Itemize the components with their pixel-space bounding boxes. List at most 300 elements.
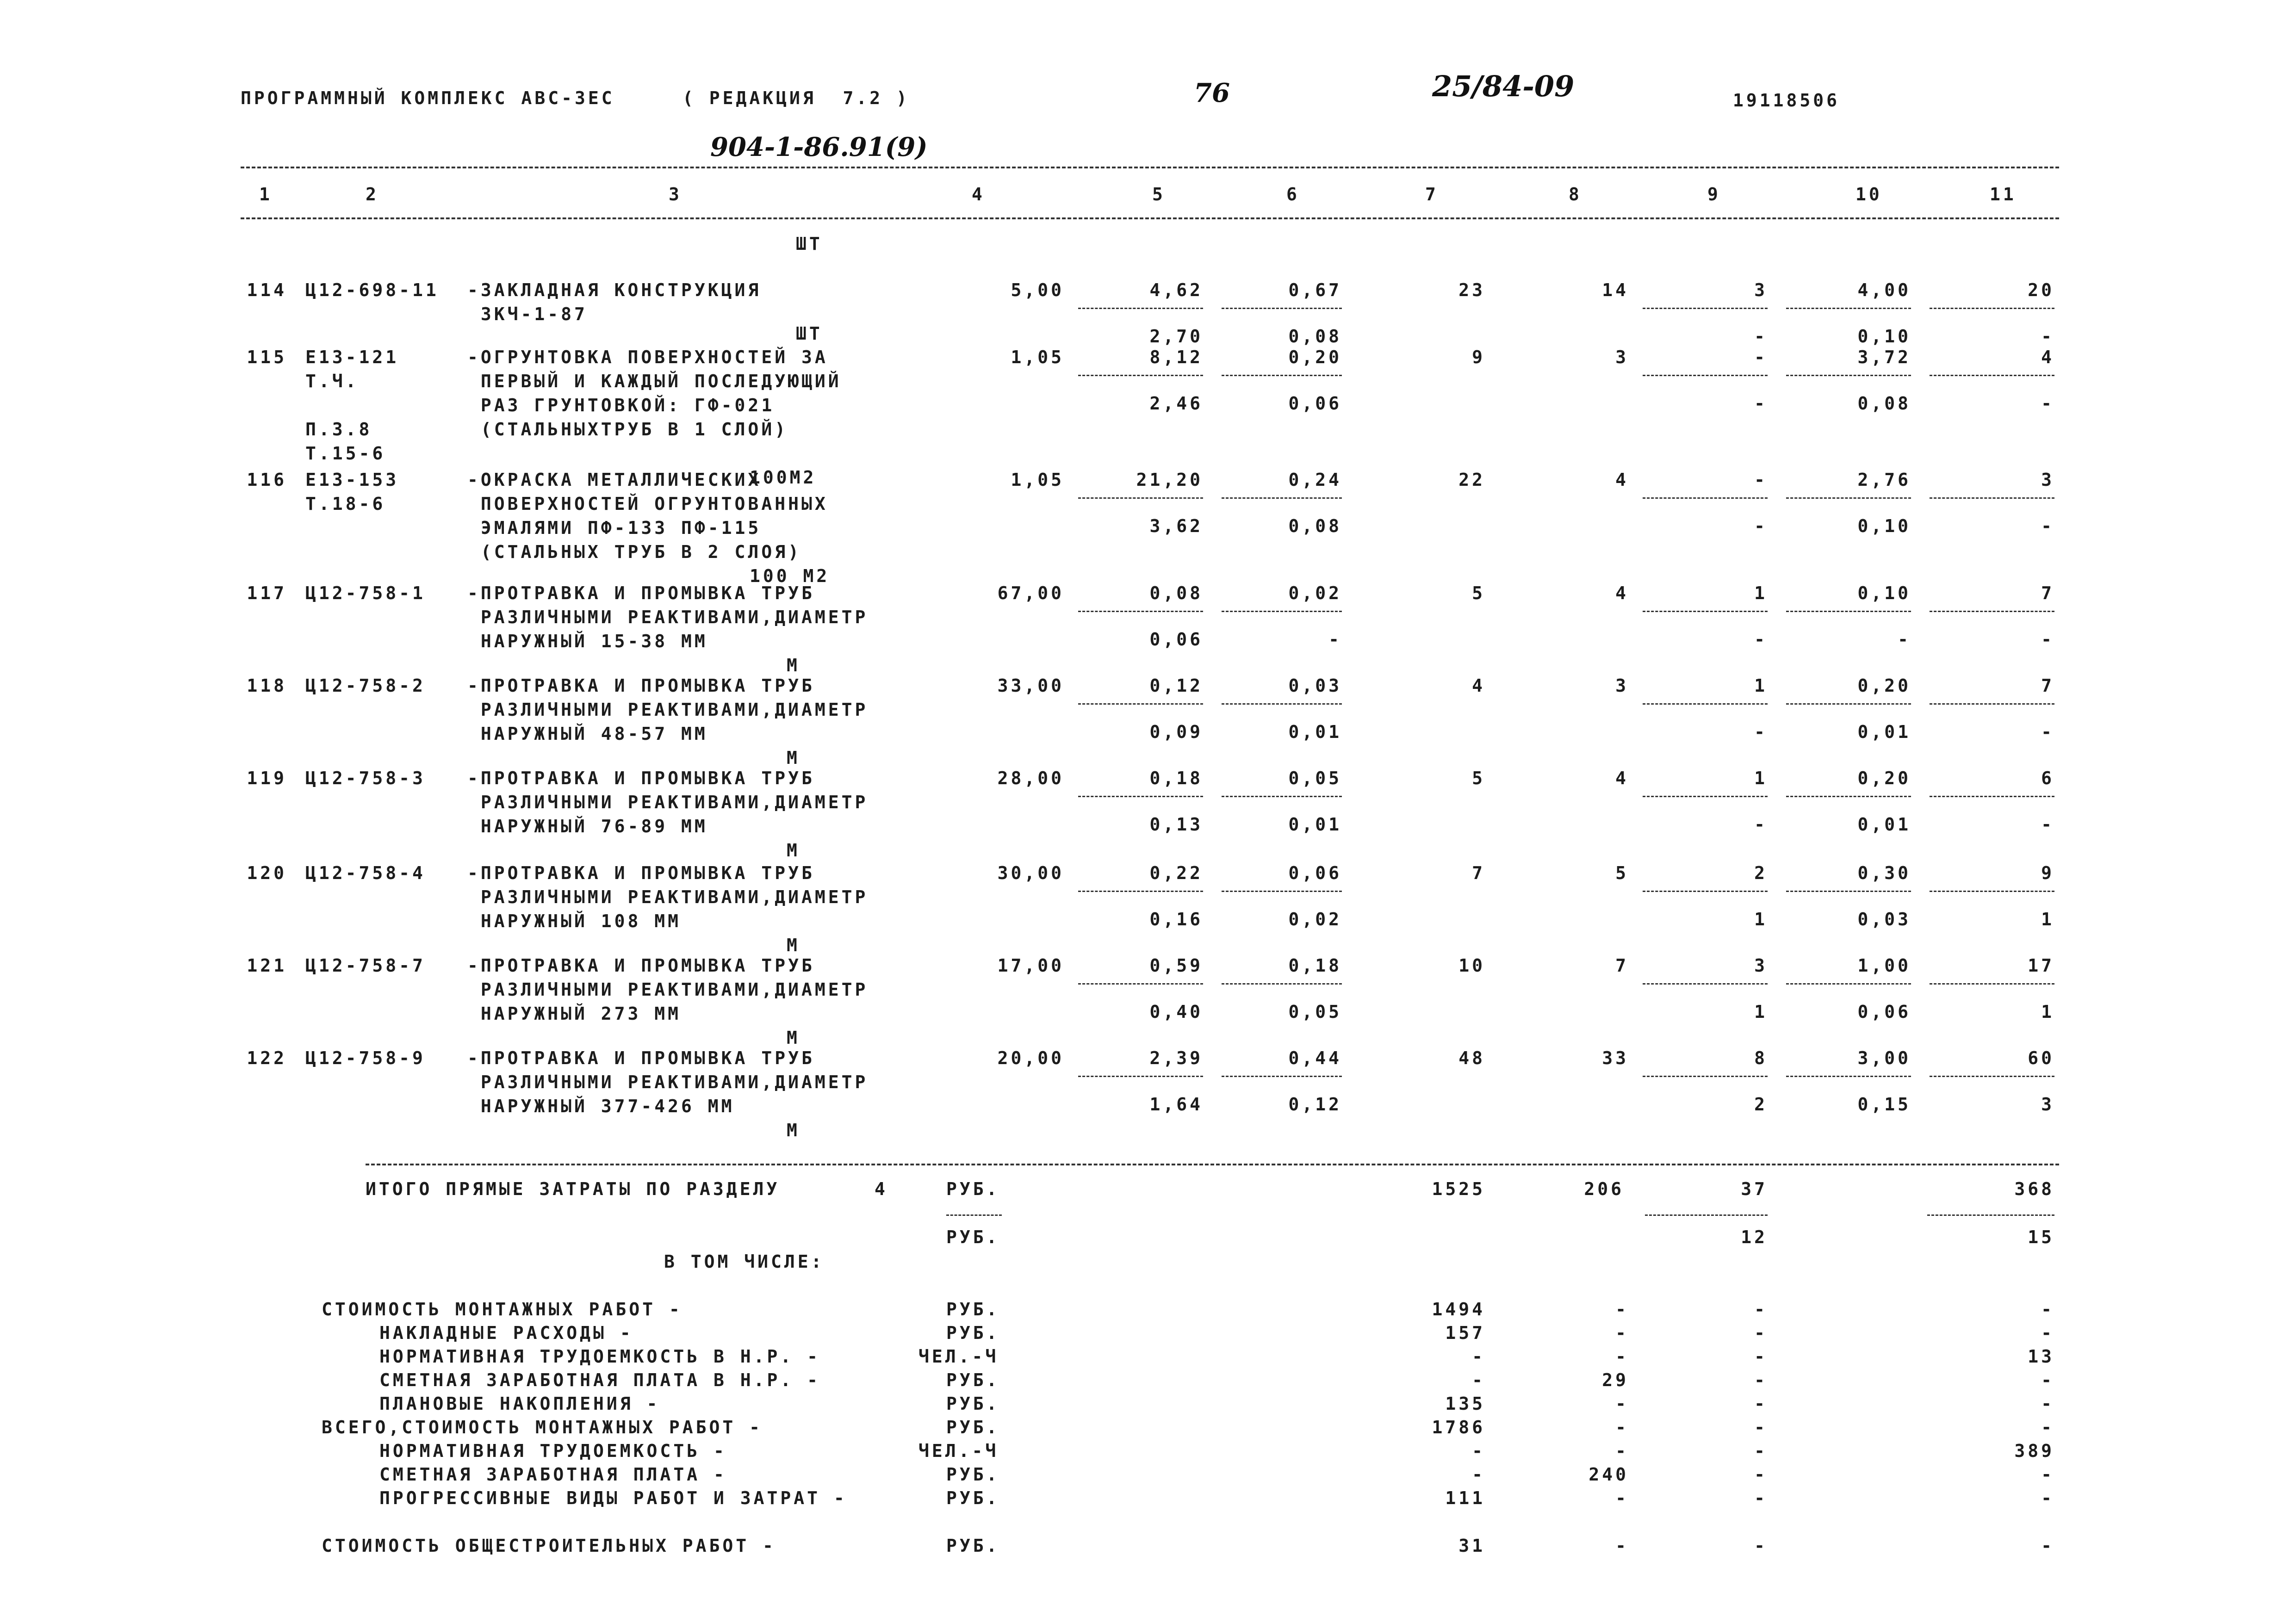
- row-code-extra: Т.18-6: [305, 494, 386, 514]
- row-col9-a: 3: [1754, 955, 1768, 976]
- row-code: Ц12-758-4: [305, 863, 426, 883]
- row-description-line: НАРУЖНЫЙ 76-89 ММ: [467, 816, 708, 836]
- row-col11-b: -: [2041, 629, 2054, 650]
- row-col5-a: 0,08: [1149, 583, 1203, 603]
- row-number: 116: [247, 470, 287, 490]
- summary-col9: -: [1754, 1370, 1768, 1390]
- summary-unit: РУБ.: [946, 1299, 1000, 1319]
- row-col5-a: 4,62: [1149, 280, 1203, 300]
- summary-col9: -: [1754, 1417, 1768, 1437]
- row-col6-a: 0,03: [1288, 675, 1342, 696]
- row-col5-rule: [1078, 891, 1203, 892]
- row-col5-rule: [1078, 611, 1203, 612]
- row-description-line: НАРУЖНЫЙ 377-426 ММ: [467, 1096, 735, 1116]
- row-col10-a: 3,72: [1857, 347, 1911, 367]
- summary-col11: -: [2041, 1394, 2054, 1414]
- row-col7: 9: [1472, 347, 1485, 367]
- row-col8: 4: [1615, 470, 1629, 490]
- row-col5-b: 2,70: [1149, 326, 1203, 347]
- row-col6-rule: [1222, 611, 1342, 612]
- edition-label: ( РЕДАКЦИЯ 7.2 ): [683, 88, 910, 108]
- summary-unit: РУБ.: [946, 1370, 1000, 1390]
- summary-col9: -: [1754, 1394, 1768, 1414]
- totals-rule: [366, 1164, 2059, 1165]
- row-description-line: -ПРОТРАВКА И ПРОМЫВКА ТРУБ: [467, 675, 815, 696]
- row-unit: 100 М2: [750, 566, 830, 586]
- row-col6-b: 0,05: [1288, 1002, 1342, 1022]
- summary-col11: -: [2041, 1299, 2054, 1319]
- row-description-line: РАЗ ГРУНТОВКОЙ: ГФ-021: [467, 395, 775, 415]
- row-col9-a: -: [1754, 347, 1768, 367]
- row-code-extra: Т.15-6: [305, 443, 386, 464]
- row-col10-rule: [1786, 891, 1911, 892]
- column-header-9: 9: [1707, 184, 1721, 204]
- totals-col11-b: 15: [2028, 1227, 2054, 1247]
- totals-col11-rule: [1927, 1214, 2054, 1216]
- row-col6-rule: [1222, 891, 1342, 892]
- row-col8: 7: [1615, 955, 1629, 976]
- program-title: ПРОГРАММНЫЙ КОМПЛЕКС АВС-3ЕС: [241, 88, 615, 108]
- row-description-line: -ПРОТРАВКА И ПРОМЫВКА ТРУБ: [467, 863, 815, 883]
- row-quantity: 17,00: [997, 955, 1064, 976]
- row-description-line: РАЗЛИЧНЫМИ РЕАКТИВАМИ,ДИАМЕТР: [467, 979, 869, 1000]
- row-description-line: НАРУЖНЫЙ 108 ММ: [467, 911, 682, 931]
- column-header-rule: [241, 217, 2059, 219]
- row-col7: 4: [1472, 675, 1485, 696]
- totals-unit-rule: [946, 1214, 1002, 1216]
- row-col10-b: 0,10: [1857, 516, 1911, 536]
- row-col10-b: 0,01: [1857, 814, 1911, 835]
- summary-col11: -: [2041, 1370, 2054, 1390]
- row-col6-b: 0,02: [1288, 909, 1342, 929]
- row-col6-a: 0,06: [1288, 863, 1342, 883]
- row-col6-a: 0,20: [1288, 347, 1342, 367]
- row-code: Ц12-758-7: [305, 955, 426, 976]
- row-col9-b: -: [1754, 516, 1768, 536]
- row-col8: 33: [1602, 1048, 1629, 1068]
- totals-col9-rule: [1645, 1214, 1768, 1216]
- summary-col9: -: [1754, 1299, 1768, 1319]
- row-col10-b: 0,03: [1857, 909, 1911, 929]
- page-number: 76: [1194, 78, 1230, 108]
- row-col11-b: -: [2041, 722, 2054, 742]
- row-col5-rule: [1078, 1076, 1203, 1077]
- row-description-line: ПОВЕРХНОСТЕЙ ОГРУНТОВАННЫХ: [467, 494, 828, 514]
- row-col5-a: 21,20: [1136, 470, 1203, 490]
- summary-col7: -: [1472, 1370, 1485, 1390]
- row-col8: 4: [1615, 768, 1629, 788]
- row-col6-b: -: [1328, 629, 1342, 650]
- row-col6-a: 0,18: [1288, 955, 1342, 976]
- row-number: 120: [247, 863, 287, 883]
- row-col7: 10: [1458, 955, 1485, 976]
- row-col5-b: 1,64: [1149, 1094, 1203, 1115]
- row-quantity: 1,05: [1011, 470, 1064, 490]
- totals-section: 4: [875, 1179, 888, 1199]
- totals-unit-2: РУБ.: [946, 1227, 1000, 1247]
- totals-unit: РУБ.: [946, 1179, 1000, 1199]
- column-header-10: 10: [1855, 184, 1882, 204]
- row-col11-b: 3: [2041, 1094, 2054, 1115]
- row-unit: 100М2: [750, 467, 817, 488]
- row-col11-b: 1: [2041, 909, 2054, 929]
- summary-col7: -: [1472, 1464, 1485, 1485]
- row-col6-rule: [1222, 308, 1342, 309]
- summary-label: СМЕТНАЯ ЗАРАБОТНАЯ ПЛАТА -: [379, 1464, 727, 1485]
- row-quantity: 67,00: [997, 583, 1064, 603]
- summary-col9: -: [1754, 1441, 1768, 1461]
- row-description-line: (СТАЛЬНЫХ ТРУБ В 2 СЛОЯ): [467, 542, 801, 562]
- summary-col7: 157: [1445, 1323, 1485, 1343]
- summary-col7: -: [1472, 1441, 1485, 1461]
- row-col6-rule: [1222, 497, 1342, 499]
- row-code: Ц12-758-9: [305, 1048, 426, 1068]
- row-col10-rule: [1786, 375, 1911, 376]
- row-col5-a: 0,18: [1149, 768, 1203, 788]
- row-col9-rule: [1643, 891, 1768, 892]
- row-description-line: -ПРОТРАВКА И ПРОМЫВКА ТРУБ: [467, 768, 815, 788]
- row-code: Ц12-758-1: [305, 583, 426, 603]
- summary-unit: РУБ.: [946, 1323, 1000, 1343]
- row-col11-rule: [1930, 983, 2054, 985]
- summary-col11: -: [2041, 1464, 2054, 1485]
- summary-label: СТОИМОСТЬ МОНТАЖНЫХ РАБОТ -: [322, 1299, 683, 1319]
- row-col8: 4: [1615, 583, 1629, 603]
- row-description-line: -ОГРУНТОВКА ПОВЕРХНОСТЕЙ ЗА: [467, 347, 828, 367]
- row-col6-a: 0,24: [1288, 470, 1342, 490]
- row-description-line: РАЗЛИЧНЫМИ РЕАКТИВАМИ,ДИАМЕТР: [467, 1072, 869, 1092]
- column-header-7: 7: [1425, 184, 1439, 204]
- summary-col7: 135: [1445, 1394, 1485, 1414]
- row-col9-b: -: [1754, 326, 1768, 347]
- row-number: 117: [247, 583, 287, 603]
- summary-unit: РУБ.: [946, 1417, 1000, 1437]
- summary-label: ПЛАНОВЫЕ НАКОПЛЕНИЯ -: [379, 1394, 660, 1414]
- summary-col8: 29: [1602, 1370, 1629, 1390]
- row-unit: ШТ: [796, 323, 823, 344]
- row-description-line: -ПРОТРАВКА И ПРОМЫВКА ТРУБ: [467, 583, 815, 603]
- row-code-extra: Т.Ч.: [305, 371, 359, 391]
- summary-label: СМЕТНАЯ ЗАРАБОТНАЯ ПЛАТА В Н.Р. -: [379, 1370, 820, 1390]
- row-col10-rule: [1786, 308, 1911, 309]
- row-quantity: 20,00: [997, 1048, 1064, 1068]
- row-col10-b: 0,15: [1857, 1094, 1911, 1115]
- summary-unit: ЧЕЛ.-Ч: [918, 1441, 999, 1461]
- row-col5-rule: [1078, 796, 1203, 797]
- row-col9-b: 1: [1754, 909, 1768, 929]
- row-col7: 5: [1472, 583, 1485, 603]
- row-col9-rule: [1643, 497, 1768, 499]
- document-code: 19118506: [1733, 90, 1840, 111]
- summary-col7: 111: [1445, 1488, 1485, 1508]
- row-number: 121: [247, 955, 287, 976]
- row-col9-a: 3: [1754, 280, 1768, 300]
- row-col10-rule: [1786, 497, 1911, 499]
- row-col5-b: 0,40: [1149, 1002, 1203, 1022]
- row-description-line: РАЗЛИЧНЫМИ РЕАКТИВАМИ,ДИАМЕТР: [467, 792, 869, 812]
- row-code: Ц12-758-2: [305, 675, 426, 696]
- summary-col8: -: [1615, 1346, 1629, 1367]
- row-col11-rule: [1930, 1076, 2054, 1077]
- row-col11-a: 9: [2041, 863, 2054, 883]
- row-col9-b: -: [1754, 393, 1768, 414]
- row-quantity: 1,05: [1011, 347, 1064, 367]
- row-col6-rule: [1222, 983, 1342, 985]
- row-col9-rule: [1643, 1076, 1768, 1077]
- row-col6-rule: [1222, 1076, 1342, 1077]
- row-col10-b: -: [1898, 629, 1911, 650]
- row-description-line: -ЗАКЛАДНАЯ КОНСТРУКЦИЯ: [467, 280, 762, 300]
- summary-col8: 240: [1589, 1464, 1629, 1485]
- row-col8: 3: [1615, 675, 1629, 696]
- row-col9-rule: [1643, 308, 1768, 309]
- summary-col11: -: [2041, 1417, 2054, 1437]
- row-col10-b: 0,08: [1857, 393, 1911, 414]
- row-col9-a: 2: [1754, 863, 1768, 883]
- column-header-11: 11: [1990, 184, 2017, 204]
- row-col9-a: 1: [1754, 675, 1768, 696]
- row-description-line: -ОКРАСКА МЕТАЛЛИЧЕСКИХ: [467, 470, 762, 490]
- document-number: 25/84-09: [1432, 69, 1575, 103]
- row-description-line: РАЗЛИЧНЫМИ РЕАКТИВАМИ,ДИАМЕТР: [467, 887, 869, 907]
- row-col11-rule: [1930, 611, 2054, 612]
- row-col11-a: 7: [2041, 583, 2054, 603]
- row-col5-a: 8,12: [1149, 347, 1203, 367]
- project-number: 904-1-86.91(9): [710, 132, 928, 162]
- row-description-line: НАРУЖНЫЙ 15-38 ММ: [467, 631, 708, 651]
- column-header-2: 2: [366, 184, 379, 204]
- row-col5-a: 2,39: [1149, 1048, 1203, 1068]
- summary-col9: -: [1754, 1536, 1768, 1556]
- summary-col8: -: [1615, 1441, 1629, 1461]
- row-col9-b: 1: [1754, 1002, 1768, 1022]
- row-col8: 3: [1615, 347, 1629, 367]
- row-col9-a: 1: [1754, 768, 1768, 788]
- row-col11-rule: [1930, 891, 2054, 892]
- row-col9-a: 8: [1754, 1048, 1768, 1068]
- row-col10-rule: [1786, 703, 1911, 705]
- row-col5-b: 0,16: [1149, 909, 1203, 929]
- row-code: Е13-121: [305, 347, 399, 367]
- summary-col9: -: [1754, 1323, 1768, 1343]
- column-header-8: 8: [1569, 184, 1582, 204]
- row-col5-rule: [1078, 308, 1203, 309]
- row-col11-a: 3: [2041, 470, 2054, 490]
- row-unit: М: [787, 748, 800, 768]
- summary-unit: РУБ.: [946, 1536, 1000, 1556]
- row-code: Е13-153: [305, 470, 399, 490]
- row-col10-a: 3,00: [1857, 1048, 1911, 1068]
- row-col10-a: 0,30: [1857, 863, 1911, 883]
- summary-col8: -: [1615, 1323, 1629, 1343]
- row-col5-rule: [1078, 983, 1203, 985]
- row-col6-b: 0,12: [1288, 1094, 1342, 1115]
- row-col11-a: 20: [2028, 280, 2054, 300]
- summary-col8: -: [1615, 1488, 1629, 1508]
- row-number: 119: [247, 768, 287, 788]
- including-label: В ТОМ ЧИСЛЕ:: [664, 1251, 825, 1272]
- row-col5-b: 2,46: [1149, 393, 1203, 414]
- row-unit: М: [787, 840, 800, 861]
- row-code-extra: П.3.8: [305, 419, 372, 440]
- row-description-line: -ПРОТРАВКА И ПРОМЫВКА ТРУБ: [467, 1048, 815, 1068]
- row-col11-rule: [1930, 703, 2054, 705]
- row-col6-b: 0,01: [1288, 814, 1342, 835]
- summary-col11: -: [2041, 1488, 2054, 1508]
- summary-unit: РУБ.: [946, 1488, 1000, 1508]
- row-description-line: НАРУЖНЫЙ 48-57 ММ: [467, 724, 708, 744]
- row-quantity: 5,00: [1011, 280, 1064, 300]
- row-unit: М: [787, 1028, 800, 1048]
- row-col9-rule: [1643, 796, 1768, 797]
- row-col7: 23: [1458, 280, 1485, 300]
- totals-col9: 37: [1741, 1179, 1768, 1199]
- row-col5-rule: [1078, 375, 1203, 376]
- row-col10-b: 0,01: [1857, 722, 1911, 742]
- row-col6-rule: [1222, 375, 1342, 376]
- row-col11-a: 60: [2028, 1048, 2054, 1068]
- row-description-line: РАЗЛИЧНЫМИ РЕАКТИВАМИ,ДИАМЕТР: [467, 700, 869, 720]
- row-col11-b: -: [2041, 516, 2054, 536]
- row-col6-a: 0,05: [1288, 768, 1342, 788]
- row-description-line: НАРУЖНЫЙ 273 ММ: [467, 1004, 682, 1024]
- summary-col9: -: [1754, 1346, 1768, 1367]
- row-number: 122: [247, 1048, 287, 1068]
- totals-col7: 1525: [1432, 1179, 1485, 1199]
- summary-col8: -: [1615, 1394, 1629, 1414]
- row-col7: 5: [1472, 768, 1485, 788]
- summary-col11: -: [2041, 1323, 2054, 1343]
- summary-col7: 1786: [1432, 1417, 1485, 1437]
- row-col9-rule: [1643, 703, 1768, 705]
- row-col5-b: 0,09: [1149, 722, 1203, 742]
- row-col10-a: 1,00: [1857, 955, 1911, 976]
- row-number: 118: [247, 675, 287, 696]
- summary-col11: 389: [2014, 1441, 2054, 1461]
- row-col11-a: 6: [2041, 768, 2054, 788]
- totals-col9-b: 12: [1741, 1227, 1768, 1247]
- column-header-3: 3: [669, 184, 682, 204]
- row-col10-a: 2,76: [1857, 470, 1911, 490]
- summary-col8: -: [1615, 1299, 1629, 1319]
- summary-col11: 13: [2028, 1346, 2054, 1367]
- row-col11-a: 4: [2041, 347, 2054, 367]
- column-header-4: 4: [972, 184, 985, 204]
- row-description-line: (СТАЛЬНЫХТРУБ В 1 СЛОЙ): [467, 419, 788, 440]
- row-col6-b: 0,01: [1288, 722, 1342, 742]
- row-col10-a: 0,10: [1857, 583, 1911, 603]
- row-description-line: РАЗЛИЧНЫМИ РЕАКТИВАМИ,ДИАМЕТР: [467, 607, 869, 627]
- row-col9-a: -: [1754, 470, 1768, 490]
- row-code: Ц12-698-11: [305, 280, 439, 300]
- summary-label: НОРМАТИВНАЯ ТРУДОЕМКОСТЬ В Н.Р. -: [379, 1346, 820, 1367]
- summary-col8: -: [1615, 1417, 1629, 1437]
- row-col7: 7: [1472, 863, 1485, 883]
- summary-label: ВСЕГО,СТОИМОСТЬ МОНТАЖНЫХ РАБОТ -: [322, 1417, 763, 1437]
- row-col11-b: -: [2041, 393, 2054, 414]
- row-col6-b: 0,08: [1288, 516, 1342, 536]
- totals-col11: 368: [2014, 1179, 2054, 1199]
- row-col9-b: -: [1754, 629, 1768, 650]
- row-col5-b: 0,13: [1149, 814, 1203, 835]
- summary-unit: РУБ.: [946, 1394, 1000, 1414]
- row-col9-rule: [1643, 983, 1768, 985]
- row-col11-b: 1: [2041, 1002, 2054, 1022]
- row-unit: М: [787, 1120, 800, 1140]
- row-col10-rule: [1786, 983, 1911, 985]
- row-col10-rule: [1786, 1076, 1911, 1077]
- row-col5-b: 3,62: [1149, 516, 1203, 536]
- row-col11-a: 17: [2028, 955, 2054, 976]
- row-col5-b: 0,06: [1149, 629, 1203, 650]
- row-col6-rule: [1222, 703, 1342, 705]
- row-col6-a: 0,67: [1288, 280, 1342, 300]
- totals-col8: 206: [1584, 1179, 1624, 1199]
- column-header-6: 6: [1286, 184, 1300, 204]
- summary-col8: -: [1615, 1536, 1629, 1556]
- row-col11-rule: [1930, 796, 2054, 797]
- summary-col11: -: [2041, 1536, 2054, 1556]
- summary-unit: ЧЕЛ.-Ч: [918, 1346, 999, 1367]
- row-col6-b: 0,06: [1288, 393, 1342, 414]
- row-col9-rule: [1643, 375, 1768, 376]
- row-quantity: 33,00: [997, 675, 1064, 696]
- row-quantity: 28,00: [997, 768, 1064, 788]
- summary-label: СТОИМОСТЬ ОБЩЕСТРОИТЕЛЬНЫХ РАБОТ -: [322, 1536, 776, 1556]
- row-col11-b: -: [2041, 326, 2054, 347]
- row-col6-rule: [1222, 796, 1342, 797]
- row-col11-rule: [1930, 375, 2054, 376]
- summary-col7: -: [1472, 1346, 1485, 1367]
- column-header-1: 1: [259, 184, 273, 204]
- totals-label: ИТОГО ПРЯМЫЕ ЗАТРАТЫ ПО РАЗДЕЛУ: [366, 1179, 780, 1199]
- row-col5-a: 0,59: [1149, 955, 1203, 976]
- row-col10-a: 0,20: [1857, 768, 1911, 788]
- row-col9-rule: [1643, 611, 1768, 612]
- summary-unit: РУБ.: [946, 1464, 1000, 1485]
- column-header-5: 5: [1152, 184, 1166, 204]
- row-col10-rule: [1786, 611, 1911, 612]
- row-col5-rule: [1078, 703, 1203, 705]
- row-number: 114: [247, 280, 287, 300]
- row-col10-rule: [1786, 796, 1911, 797]
- summary-label: НАКЛАДНЫЕ РАСХОДЫ -: [379, 1323, 633, 1343]
- row-col7: 22: [1458, 470, 1485, 490]
- row-description-line: ЭМАЛЯМИ ПФ-133 ПФ-115: [467, 518, 762, 538]
- row-col9-b: 2: [1754, 1094, 1768, 1115]
- row-col6-b: 0,08: [1288, 326, 1342, 347]
- summary-col9: -: [1754, 1488, 1768, 1508]
- row-col8: 14: [1602, 280, 1629, 300]
- row-col9-b: -: [1754, 722, 1768, 742]
- top-unit-label: ШТ: [796, 234, 823, 254]
- summary-col7: 1494: [1432, 1299, 1485, 1319]
- row-description-line: -ПРОТРАВКА И ПРОМЫВКА ТРУБ: [467, 955, 815, 976]
- row-code: Ц12-758-3: [305, 768, 426, 788]
- row-col5-a: 0,22: [1149, 863, 1203, 883]
- row-col11-b: -: [2041, 814, 2054, 835]
- row-description-line: ЗКЧ-1-87: [467, 304, 588, 324]
- row-unit: М: [787, 655, 800, 675]
- row-number: 115: [247, 347, 287, 367]
- summary-col9: -: [1754, 1464, 1768, 1485]
- row-col5-a: 0,12: [1149, 675, 1203, 696]
- row-col10-a: 0,20: [1857, 675, 1911, 696]
- row-col6-a: 0,02: [1288, 583, 1342, 603]
- row-col9-a: 1: [1754, 583, 1768, 603]
- summary-col7: 31: [1458, 1536, 1485, 1556]
- summary-label: ПРОГРЕССИВНЫЕ ВИДЫ РАБОТ И ЗАТРАТ -: [379, 1488, 847, 1508]
